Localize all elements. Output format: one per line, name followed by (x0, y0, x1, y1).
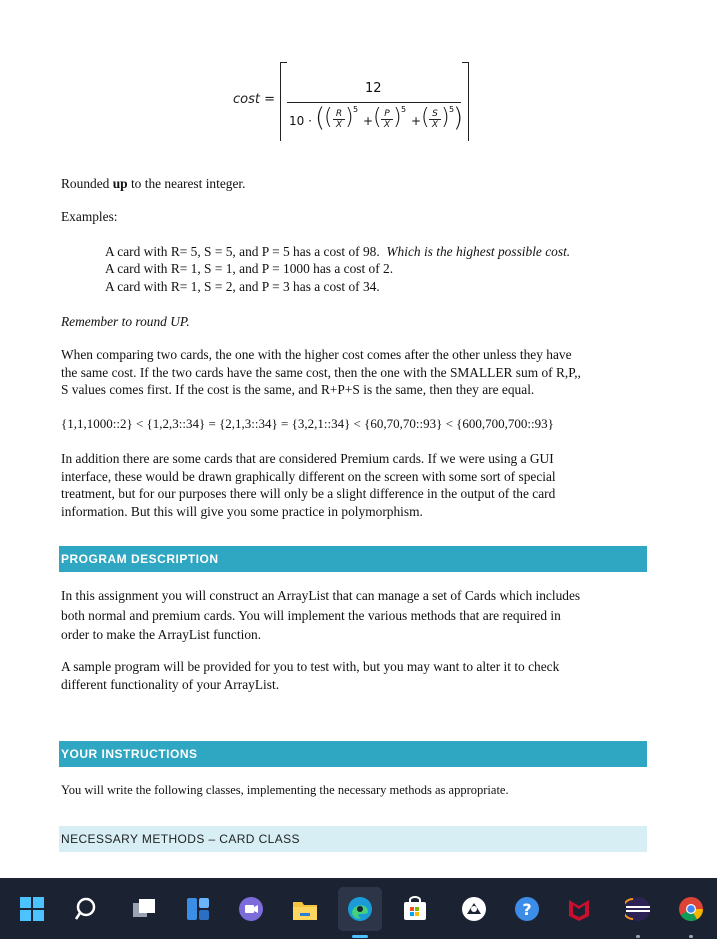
edge-icon[interactable] (347, 896, 373, 922)
mcafee-icon[interactable] (566, 896, 592, 922)
premium-paragraph: In addition there are some cards that are considered Premium cards. If we were using a GUI interface, these would be drawn graphically different on the screen with some sort of special treatment, but for our purposes there will only be a slight difference in the output of the card information. But this will give you some practice in polymorphism. (61, 451, 556, 519)
fraction-bar (287, 102, 461, 103)
help-icon[interactable] (514, 896, 540, 922)
formula-numerator: 12 (365, 81, 382, 96)
taskbar (0, 878, 717, 939)
ordering-example: {1,1,1000::2} < {1,2,3::34} = {2,1,3::34} = {3,2,1::34} < {60,70,70::93} < {600,700,700::93} (61, 416, 554, 431)
fraction-r: $\frac{R}{X}$ (333, 109, 345, 130)
fraction-s: $\frac{S}{X}$ (429, 109, 441, 130)
program-paragraph: In this assignment you will construct an ArrayList that can manage a set of Cards which includes both normal and premium cards. You will implement the various methods that are required in order to make the ArrayList function. (61, 588, 581, 642)
formula-label: cost = (233, 92, 275, 107)
comparison-paragraph: When comparing two cards, the one with the higher cost comes after the other unless they have the same cost. If the two cards have the same cost, then the one with the SMALLER sum of R,P,, S values comes first. If the cost is the same, and R+P+S is the same, then they are equal. (61, 347, 581, 397)
formula-denominator: 10 · ( ( $\frac{R}{X}$ ) 5 + ( $\frac{P}{X}$ ) 5 + ( $\frac{S}{X}$ ) 5 ) (289, 103, 464, 133)
app-icon[interactable] (461, 896, 487, 922)
search-icon[interactable] (75, 896, 101, 922)
chrome-icon[interactable] (678, 896, 704, 922)
cost-formula (230, 62, 480, 142)
task-view-icon[interactable] (131, 896, 157, 922)
section-your-instructions: YOUR INSTRUCTIONS (59, 741, 647, 767)
example-1: A card with R= 5, S = 5, and P = 5 has a cost of 98. Which is the highest possible cost. (105, 244, 571, 259)
denominator-prefix: 10 · (289, 114, 312, 128)
running-indicator-chrome (689, 935, 693, 938)
example-2: A card with R= 1, S = 1, and P = 1000 has a cost of 2. (105, 261, 394, 276)
examples-heading: Examples: (61, 209, 118, 224)
section-program-description: PROGRAM DESCRIPTION (59, 546, 647, 572)
eclipse-icon[interactable] (625, 896, 651, 922)
teams-chat-icon[interactable] (238, 896, 264, 922)
windows-start-icon[interactable] (19, 896, 45, 922)
fraction-p: $\frac{P}{X}$ (381, 109, 393, 130)
rounding-note: Rounded up to the nearest integer. (61, 176, 246, 191)
example-3: A card with R= 1, S = 2, and P = 3 has a cost of 34. (105, 279, 380, 294)
store-icon[interactable] (402, 896, 428, 922)
running-indicator-eclipse (636, 935, 640, 938)
widgets-icon[interactable] (185, 896, 211, 922)
file-explorer-icon[interactable] (292, 896, 318, 922)
sample-paragraph: A sample program will be provided for you to test with, but you may want to alter it to check different functionality of your ArrayList. (61, 659, 560, 692)
section-necessary-methods: NECESSARY METHODS – CARD CLASS (59, 826, 647, 852)
active-indicator (352, 935, 368, 938)
instructions-paragraph: You will write the following classes, implementing the necessary methods as appropriate. (61, 783, 509, 797)
ceiling-left (280, 62, 287, 141)
remember-note: Remember to round UP. (61, 314, 190, 329)
svg-text:?: ? (522, 900, 532, 919)
